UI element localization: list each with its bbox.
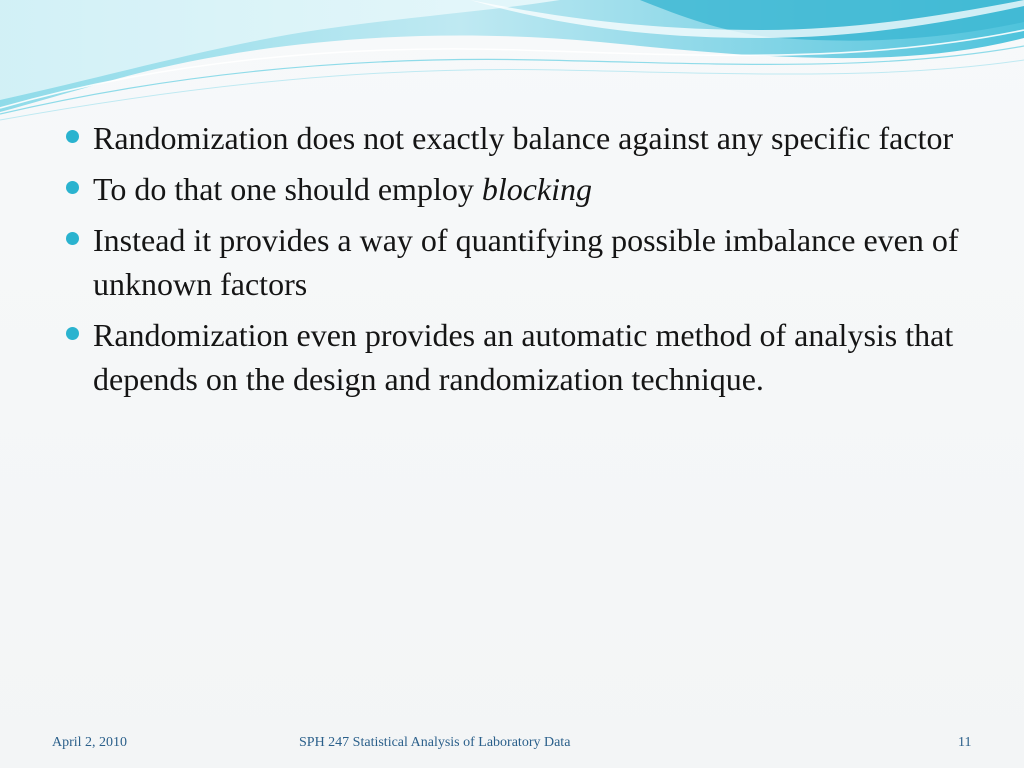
bullet-text: Randomization does not exactly balance against any specific factor bbox=[93, 120, 954, 156]
bullet-item bbox=[62, 116, 982, 160]
bullet-dot-icon bbox=[66, 181, 79, 194]
wave-banner-decoration bbox=[0, 0, 1024, 130]
bullet-dot-icon bbox=[66, 130, 79, 143]
footer-page-number: 11 bbox=[958, 735, 972, 750]
bullet-item bbox=[62, 313, 982, 401]
bullet-item bbox=[62, 167, 982, 211]
bullet-emphasis: blocking bbox=[481, 171, 593, 207]
bullet-text: Instead it provides a way of quantifying possible imbalance even of unknown factors bbox=[93, 222, 959, 302]
footer-date: April 2, 2010 bbox=[52, 735, 128, 750]
bullet-text: To do that one should employ bbox=[93, 171, 482, 207]
bullet-item bbox=[62, 218, 982, 306]
bullet-dot-icon bbox=[66, 327, 79, 340]
bullet-dot-icon bbox=[66, 232, 79, 245]
bullet-list bbox=[62, 116, 982, 408]
footer-course-title: SPH 247 Statistical Analysis of Laboratory Data bbox=[299, 735, 571, 750]
bullet-text: Randomization even provides an automatic method of analysis that depends on the design and randomization technique. bbox=[93, 317, 954, 397]
